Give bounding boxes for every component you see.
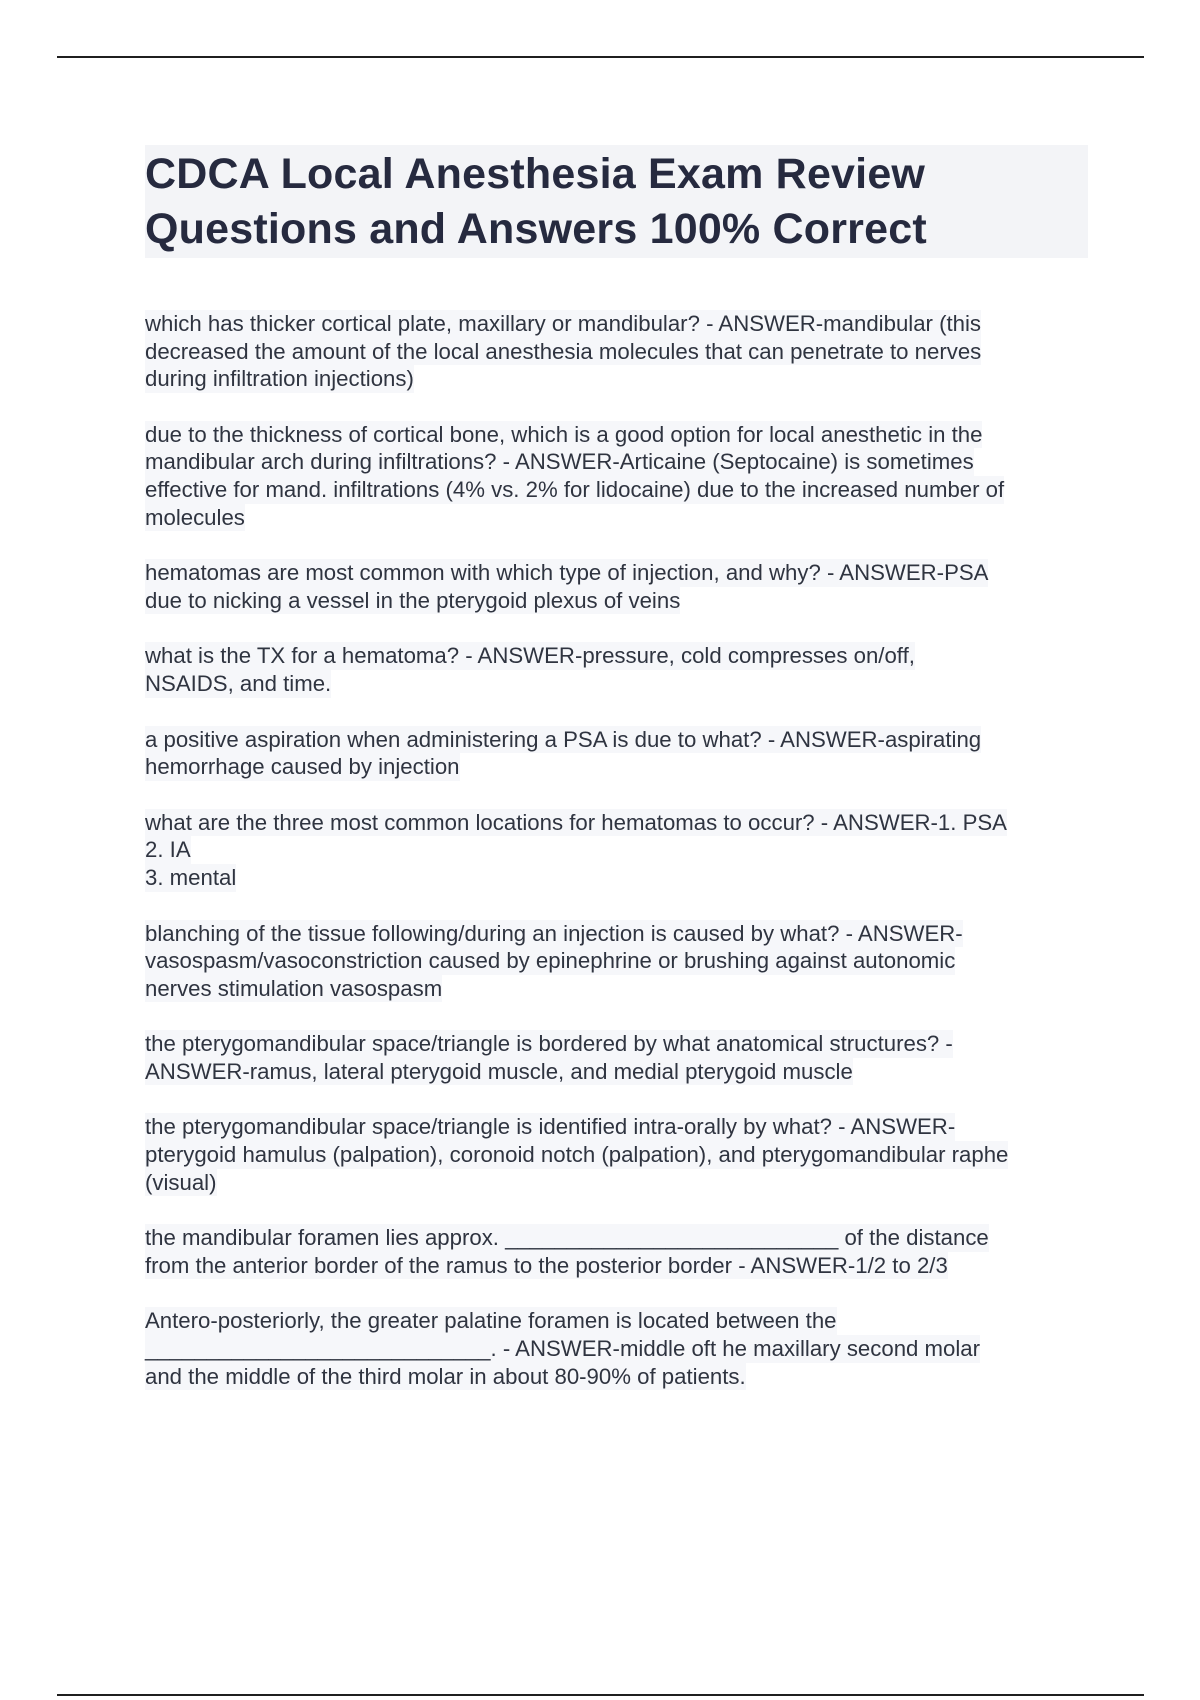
qa-text-line: vasospasm/vasoconstriction caused by epinephrine or brushing against autonomic: [145, 948, 956, 974]
qa-list: [145, 310, 1090, 1418]
title-line-2: Questions and Answers 100% Correct: [145, 205, 927, 253]
qa-text-line: effective for mand. infiltrations (4% vs. 2% for lidocaine) due to the increased number of: [145, 476, 1005, 502]
qa-text-line: the mandibular foramen lies approx. ___________________________ of the distance: [145, 1225, 989, 1251]
top-rule: [57, 56, 1144, 58]
qa-text-line: which has thicker cortical plate, maxillary or mandibular? - ANSWER-mandibular (this: [145, 311, 982, 336]
qa-item: [145, 642, 1090, 697]
qa-text-line: what are the three most common locations for hematomas to occur? - ANSWER-1. PSA: [145, 809, 1007, 835]
qa-text-line: due to the thickness of cortical bone, which is a good option for local anesthetic in the: [145, 421, 983, 447]
qa-text-line: decreased the amount of the local anesthesia molecules that can penetrate to nerves: [145, 338, 982, 364]
qa-text-line: NSAIDS, and time.: [145, 670, 332, 696]
qa-text-line: molecules: [145, 504, 245, 530]
qa-item: [145, 1307, 1090, 1390]
qa-text-line: the pterygomandibular space/triangle is identified intra-orally by what? - ANSWER-: [145, 1114, 956, 1140]
qa-item: [145, 726, 1090, 781]
qa-text-line: and the middle of the third molar in about 80-90% of patients.: [145, 1363, 746, 1389]
qa-item: [145, 920, 1090, 1003]
document-title: [145, 145, 1088, 258]
qa-item: [145, 809, 1090, 892]
title-line-1: CDCA Local Anesthesia Exam Review: [145, 150, 926, 198]
qa-text-line: from the anterior border of the ramus to the posterior border - ANSWER-1/2 to 2/3: [145, 1252, 948, 1278]
qa-text-line: (visual): [145, 1169, 217, 1195]
qa-text-line: the pterygomandibular space/triangle is bordered by what anatomical structures? -: [145, 1031, 953, 1057]
bottom-rule: [57, 1694, 1144, 1696]
qa-item: [145, 1030, 1090, 1085]
qa-text-line: nerves stimulation vasospasm: [145, 975, 443, 1001]
qa-text-line: ____________________________. - ANSWER-middle oft he maxillary second molar: [145, 1336, 981, 1362]
qa-text-line: a positive aspiration when administering a PSA is due to what? - ANSWER-aspirating: [145, 726, 982, 752]
qa-text-line: what is the TX for a hematoma? - ANSWER-pressure, cold compresses on/off,: [145, 643, 915, 669]
qa-text-line: ANSWER-ramus, lateral pterygoid muscle, and medial pterygoid muscle: [145, 1058, 853, 1084]
qa-item: [145, 559, 1090, 614]
qa-text-line: hemorrhage caused by injection: [145, 754, 460, 780]
qa-item: [145, 310, 1090, 393]
qa-text-line: 2. IA: [145, 837, 191, 863]
qa-text-line: hematomas are most common with which type of injection, and why? - ANSWER-PSA: [145, 560, 989, 586]
qa-item: [145, 421, 1090, 531]
qa-text-line: mandibular arch during infiltrations? - ANSWER-Articaine (Septocaine) is sometimes: [145, 449, 974, 475]
qa-text-line: during infiltration injections): [145, 366, 414, 392]
qa-text-line: Antero-posteriorly, the greater palatine foramen is located between the: [145, 1308, 837, 1334]
qa-text-line: due to nicking a vessel in the pterygoid plexus of veins: [145, 587, 681, 613]
qa-item: [145, 1113, 1090, 1196]
qa-text-line: 3. mental: [145, 864, 237, 890]
qa-text-line: blanching of the tissue following/during an injection is caused by what? - ANSWER-: [145, 920, 963, 946]
qa-text-line: pterygoid hamulus (palpation), coronoid notch (palpation), and pterygomandibular raphe: [145, 1142, 1009, 1168]
qa-item: [145, 1224, 1090, 1279]
